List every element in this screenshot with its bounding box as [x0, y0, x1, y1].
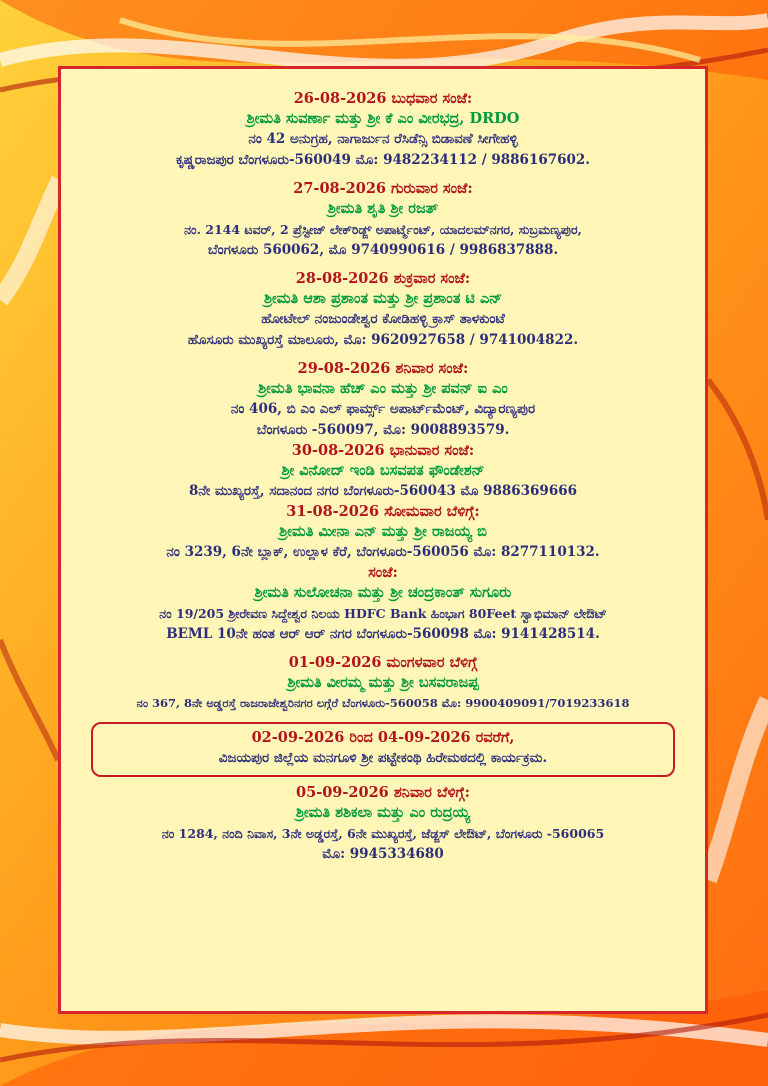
- entry-3: [61, 269, 705, 351]
- entry-2: [61, 179, 705, 261]
- highlight-text: ವಿಜಯಪುರ ಜಿಲ್ಲೆಯ ಮನಗೂಳಿ ಶ್ರೀ ಪಟ್ಟೇಕಂಥಿ ಹಿರೇಮಠದಲ್ಲಿ ಕಾರ್ಯಕ್ರಮ.: [218, 750, 548, 766]
- entry-address: ನಂ 19/205 ಶ್ರೀರೇವಣ ಸಿದ್ದೇಶ್ವರ ನಿಲಯ HDFC Bank ಹಿಂಭಾಗ 80Feet ಸ್ವಾಭಿಮಾನ್ ಲೇಔಟ್: [159, 606, 607, 621]
- entry-address: ನಂ 42 ಅನುಗ್ರಹ, ನಾಗಾರ್ಜುನ ರೆಸಿಡೆನ್ಸಿ ಬಿಡಾವಣೆ ಸೀಗೇಹಳ್ಳಿ: [248, 131, 518, 147]
- entry-4: [61, 359, 705, 441]
- entry-final: [61, 783, 705, 865]
- entry-date: 26-08-2026 ಬುಧವಾರ ಸಂಜೆ:: [293, 90, 473, 107]
- entry-address: ನಂ. 2144 ಟವರ್, 2 ಪ್ರೆಸ್ಟೀಜ್ ಲೇಕ್‌ರಿಡ್ಜ್ ಅಪಾರ್ಟ್ಮೆಂಟ್, ಯಾದಲಮ್‌ನಗರ, ಸುಬ್ರಮಣ್ಯಪುರ,: [184, 222, 582, 237]
- entry-host: ಶ್ರೀಮತಿ ಭಾವನಾ ಹೆಚ್ ಎಂ ಮತ್ತು ಶ್ರೀ ಪವನ್ ಐ ಎಂ: [258, 380, 508, 397]
- entry-address: ನಂ 3239, 6ನೇ ಬ್ಲಾಕ್, ಉಲ್ಲಾಳ ಕೆರೆ, ಬೆಂಗಳೂರು-560056 ಮೊ: 8277110132.: [166, 544, 600, 560]
- entry-8: [61, 653, 705, 714]
- entry-address: ಹೊಸೂರು ಮುಖ್ಯರಸ್ತೆ ಮಾಲೂರು, ಮೊ: 9620927658 / 9741004822.: [187, 332, 579, 348]
- schedule-list: [61, 89, 705, 865]
- entry-date: 27-08-2026 ಗುರುವಾರ ಸಂಜೆ:: [293, 180, 473, 197]
- entry-address: ಮೊ: 9945334680: [322, 846, 444, 862]
- entry-host: ಶ್ರೀ ವಿನೋದ್ ಇಂಡಿ ಬಸವಪತ ಫೌಂಡೇಶನ್: [281, 462, 485, 479]
- entry-address: ಕೃಷ್ಣರಾಜಪುರ ಬೆಂಗಳೂರು-560049 ಮೊ: 9482234112 / 9886167602.: [175, 152, 591, 168]
- entry-date: 28-08-2026 ಶುಕ್ರವಾರ ಸಂಜೆ:: [295, 270, 471, 287]
- highlight-title: 02-09-2026 ರಿಂದ 04-09-2026 ರವರೆಗೆ,: [251, 729, 515, 746]
- schedule-panel: [58, 66, 708, 1014]
- entry-host: ಶ್ರೀಮತಿ ಆಶಾ ಪ್ರಶಾಂತ ಮತ್ತು ಶ್ರೀ ಪ್ರಶಾಂತ ಟಿ ಎನ್: [263, 290, 503, 307]
- entry-address: ಬೆಂಗಳೂರು -560097, ಮೊ: 9008893579.: [256, 422, 510, 438]
- entry-address: ನಂ 406, ಬಿ ಎಂ ಎಲ್ ಫಾರ್ಮ್ಸ್ ಅಪಾರ್ಟ್‌ಮೆಂಟ್, ವಿದ್ಯಾರಣ್ಯಪುರ: [230, 401, 536, 417]
- entry-date: 01-09-2026 ಮಂಗಳವಾರ ಬೆಳಿಗ್ಗೆ: [288, 654, 478, 671]
- entry-5: [61, 441, 705, 502]
- entry-address: ಹೋಟೇಲ್ ನಂಜುಂಡೇಶ್ವರ ಕೋಡಿಹಳ್ಳಿ ಕ್ರಾಸ್ ತಾಳಕುಂಟೆ: [261, 311, 505, 327]
- entry-address: ನಂ 367, 8ನೇ ಅಡ್ಡರಸ್ತೆ ರಾಜರಾಜೇಶ್ವರಿನಗರ ಲಗ್ಗೆರೆ ಬೆಂಗಳೂರು-560058 ಮೊ: 9900409091/7019233618: [136, 696, 630, 710]
- entry-host: ಶ್ರೀಮತಿ ಸುಲೋಚನಾ ಮತ್ತು ಶ್ರೀ ಚಂದ್ರಕಾಂತ್ ಸುಗೂರು: [254, 584, 512, 601]
- entry-host: ಶ್ರೀಮತಿ ಶೃತಿ ಶ್ರೀ ರಜತ್: [327, 200, 439, 217]
- entry-host: ಶ್ರೀಮತಿ ಶಶಿಕಲಾ ಮತ್ತು ಎಂ ರುದ್ರಯ್ಯ: [295, 804, 471, 821]
- entry-address: ಬೆಂಗಳೂರು 560062, ಮೊ 9740990616 / 9986837888.: [207, 242, 559, 258]
- entry-date: 31-08-2026 ಸೋಮವಾರ ಬೆಳಿಗ್ಗೆ:: [286, 503, 480, 520]
- entry-7: [61, 563, 705, 645]
- entry-address: ನಂ 1284, ನಂದಿ ನಿವಾಸ, 3ನೇ ಅಡ್ಡರಸ್ತೆ, 6ನೇ ಮುಖ್ಯರಸ್ತೆ, ಜೆಡ್ಜಸ್ ಲೇಔಟ್, ಬೆಂಗಳೂರು -560065: [161, 826, 605, 841]
- entry-date: 05-09-2026 ಶನಿವಾರ ಬೆಳಿಗ್ಗೆ:: [296, 784, 470, 801]
- entry-host: ಶ್ರೀಮತಿ ಸುವರ್ಣಾ ಮತ್ತು ಶ್ರೀ ಕೆ ಎಂ ವೀರಭದ್ರ, DRDO: [246, 110, 520, 127]
- entry-6: [61, 502, 705, 563]
- entry-1: [61, 89, 705, 171]
- entry-date: ಸಂಜೆ:: [368, 564, 398, 581]
- entry-address: 8ನೇ ಮುಖ್ಯರಸ್ತೆ, ಸದಾನಂದ ನಗರ ಬೆಂಗಳೂರು-560043 ಮೊ 9886369666: [189, 483, 577, 499]
- entry-host: ಶ್ರೀಮತಿ ಮೀನಾ ಎನ್ ಮತ್ತು ಶ್ರೀ ರಾಜಯ್ಯ ಬಿ: [279, 523, 487, 540]
- highlight-box: [91, 722, 675, 777]
- entry-host: ಶ್ರೀಮತಿ ವೀರಮ್ಮ ಮತ್ತು ಶ್ರೀ ಬಸವರಾಜಪ್ಪ: [287, 674, 479, 691]
- entry-date: 30-08-2026 ಭಾನುವಾರ ಸಂಜೆ:: [291, 442, 475, 459]
- entry-date: 29-08-2026 ಶನಿವಾರ ಸಂಜೆ:: [297, 360, 469, 377]
- entry-address: BEML 10ನೇ ಹಂತ ಆರ್ ಆರ್ ನಗರ ಬೆಂಗಳೂರು-560098 ಮೊ: 9141428514.: [166, 626, 600, 642]
